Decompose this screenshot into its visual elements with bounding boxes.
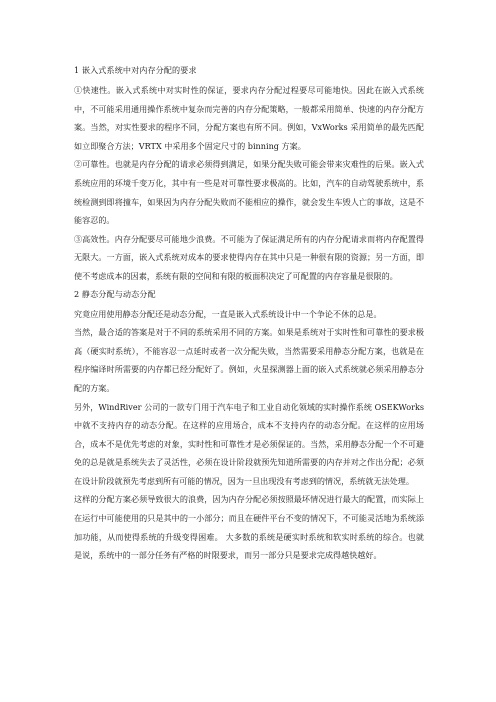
paragraph: 另外，WindRiver 公司的一款专门用于汽车电子和工业自动化领域的实时操作系统 OSEKWorks 中就不支持内存的动态分配。在这样的应用场合，成本不支持内存的动态分配。在这样的应用场合，成本不是优先考虑的对象，实时性和可靠性才是必须保证的。当然，采用静态分配一个不可避免的总是就是系统失去了灵活性，必须在设计阶段就预先知道所需要的内存并对之作出分配；必须在设计阶段就预先考虑到所有可能的情况，因为一旦出现没有考虑到的情况，系统就无法处理。 — [74, 401, 424, 486]
paragraph: 当然，最合适的答案是对于不同的系统采用不同的方案。如果是系统对于实时性和可靠性的要求极高（硬实时系统），不能容忍一点延时或者一次分配失败，当然需要采用静态分配方案，也就是在程序编译时所需要的内存都已经分配好了。例如，火星探测器上面的嵌入式系统就必须采用静态分配的方案。 — [74, 327, 424, 393]
paragraph: ②可靠性。也就是内存分配的请求必须得到满足，如果分配失败可能会带来灾难性的后果。嵌入式系统应用的环境千变万化，其中有一些是对可靠性要求极高的。比如，汽车的自动驾驶系统中，系统检测到即将撞车，如果因为内存分配失败而不能相应的操作，就会发生车毁人亡的事故，这是不能容忍的。 — [74, 159, 424, 226]
paragraph: 这样的分配方案必须导致很大的浪费，因为内存分配必须按照最坏情况进行最大的配置，而实际上在运行中可能使用的只是其中的一小部分；而且在硬件平台不变的情况下，不可能灵活地为系统添加功能，从而使得系统的升级变得困难。 大多数的系统是硬实时系统和软实时系统的综合。也就是说，系统中的一部分任务有严格的时限要求，而另一部分只是要求完成得越快越好。 — [74, 494, 424, 561]
paragraph: 究竟应用使用静态分配还是动态分配，一直是嵌入式系统设计中一个争论不休的总是。 — [74, 308, 382, 319]
paragraph: ①快速性。嵌入式系统中对实时性的保证，要求内存分配过程要尽可能地快。因此在嵌入式系统中，不可能采用通用操作系统中复杂而完善的内存分配策略，一般都采用简单、快速的内存分配方案。当然，对实性要求的程序不同，分配方案也有所不同。例如，VxWorks 采用简单的最先匹配如立即聚合方法；VRTX 中采用多个固定尺寸的 binning 方案。 — [74, 85, 424, 151]
document-body — [74, 64, 424, 565]
section-heading: 1 嵌入式系统中对内存分配的要求 — [74, 65, 197, 75]
section-heading: 2 静态分配与动态分配 — [74, 288, 156, 299]
paragraph: ③高效性。内存分配要尽可能地少浪费。不可能为了保证满足所有的内存分配请求而将内存配置得无限大。一方面，嵌入式系统对成本的要求使得内存在其中只是一种很有限的资源；另一方面，即使不考虑成本的因素，系统有限的空间和有限的板面积决定了可配置的内存容量是很限的。 — [74, 233, 424, 281]
